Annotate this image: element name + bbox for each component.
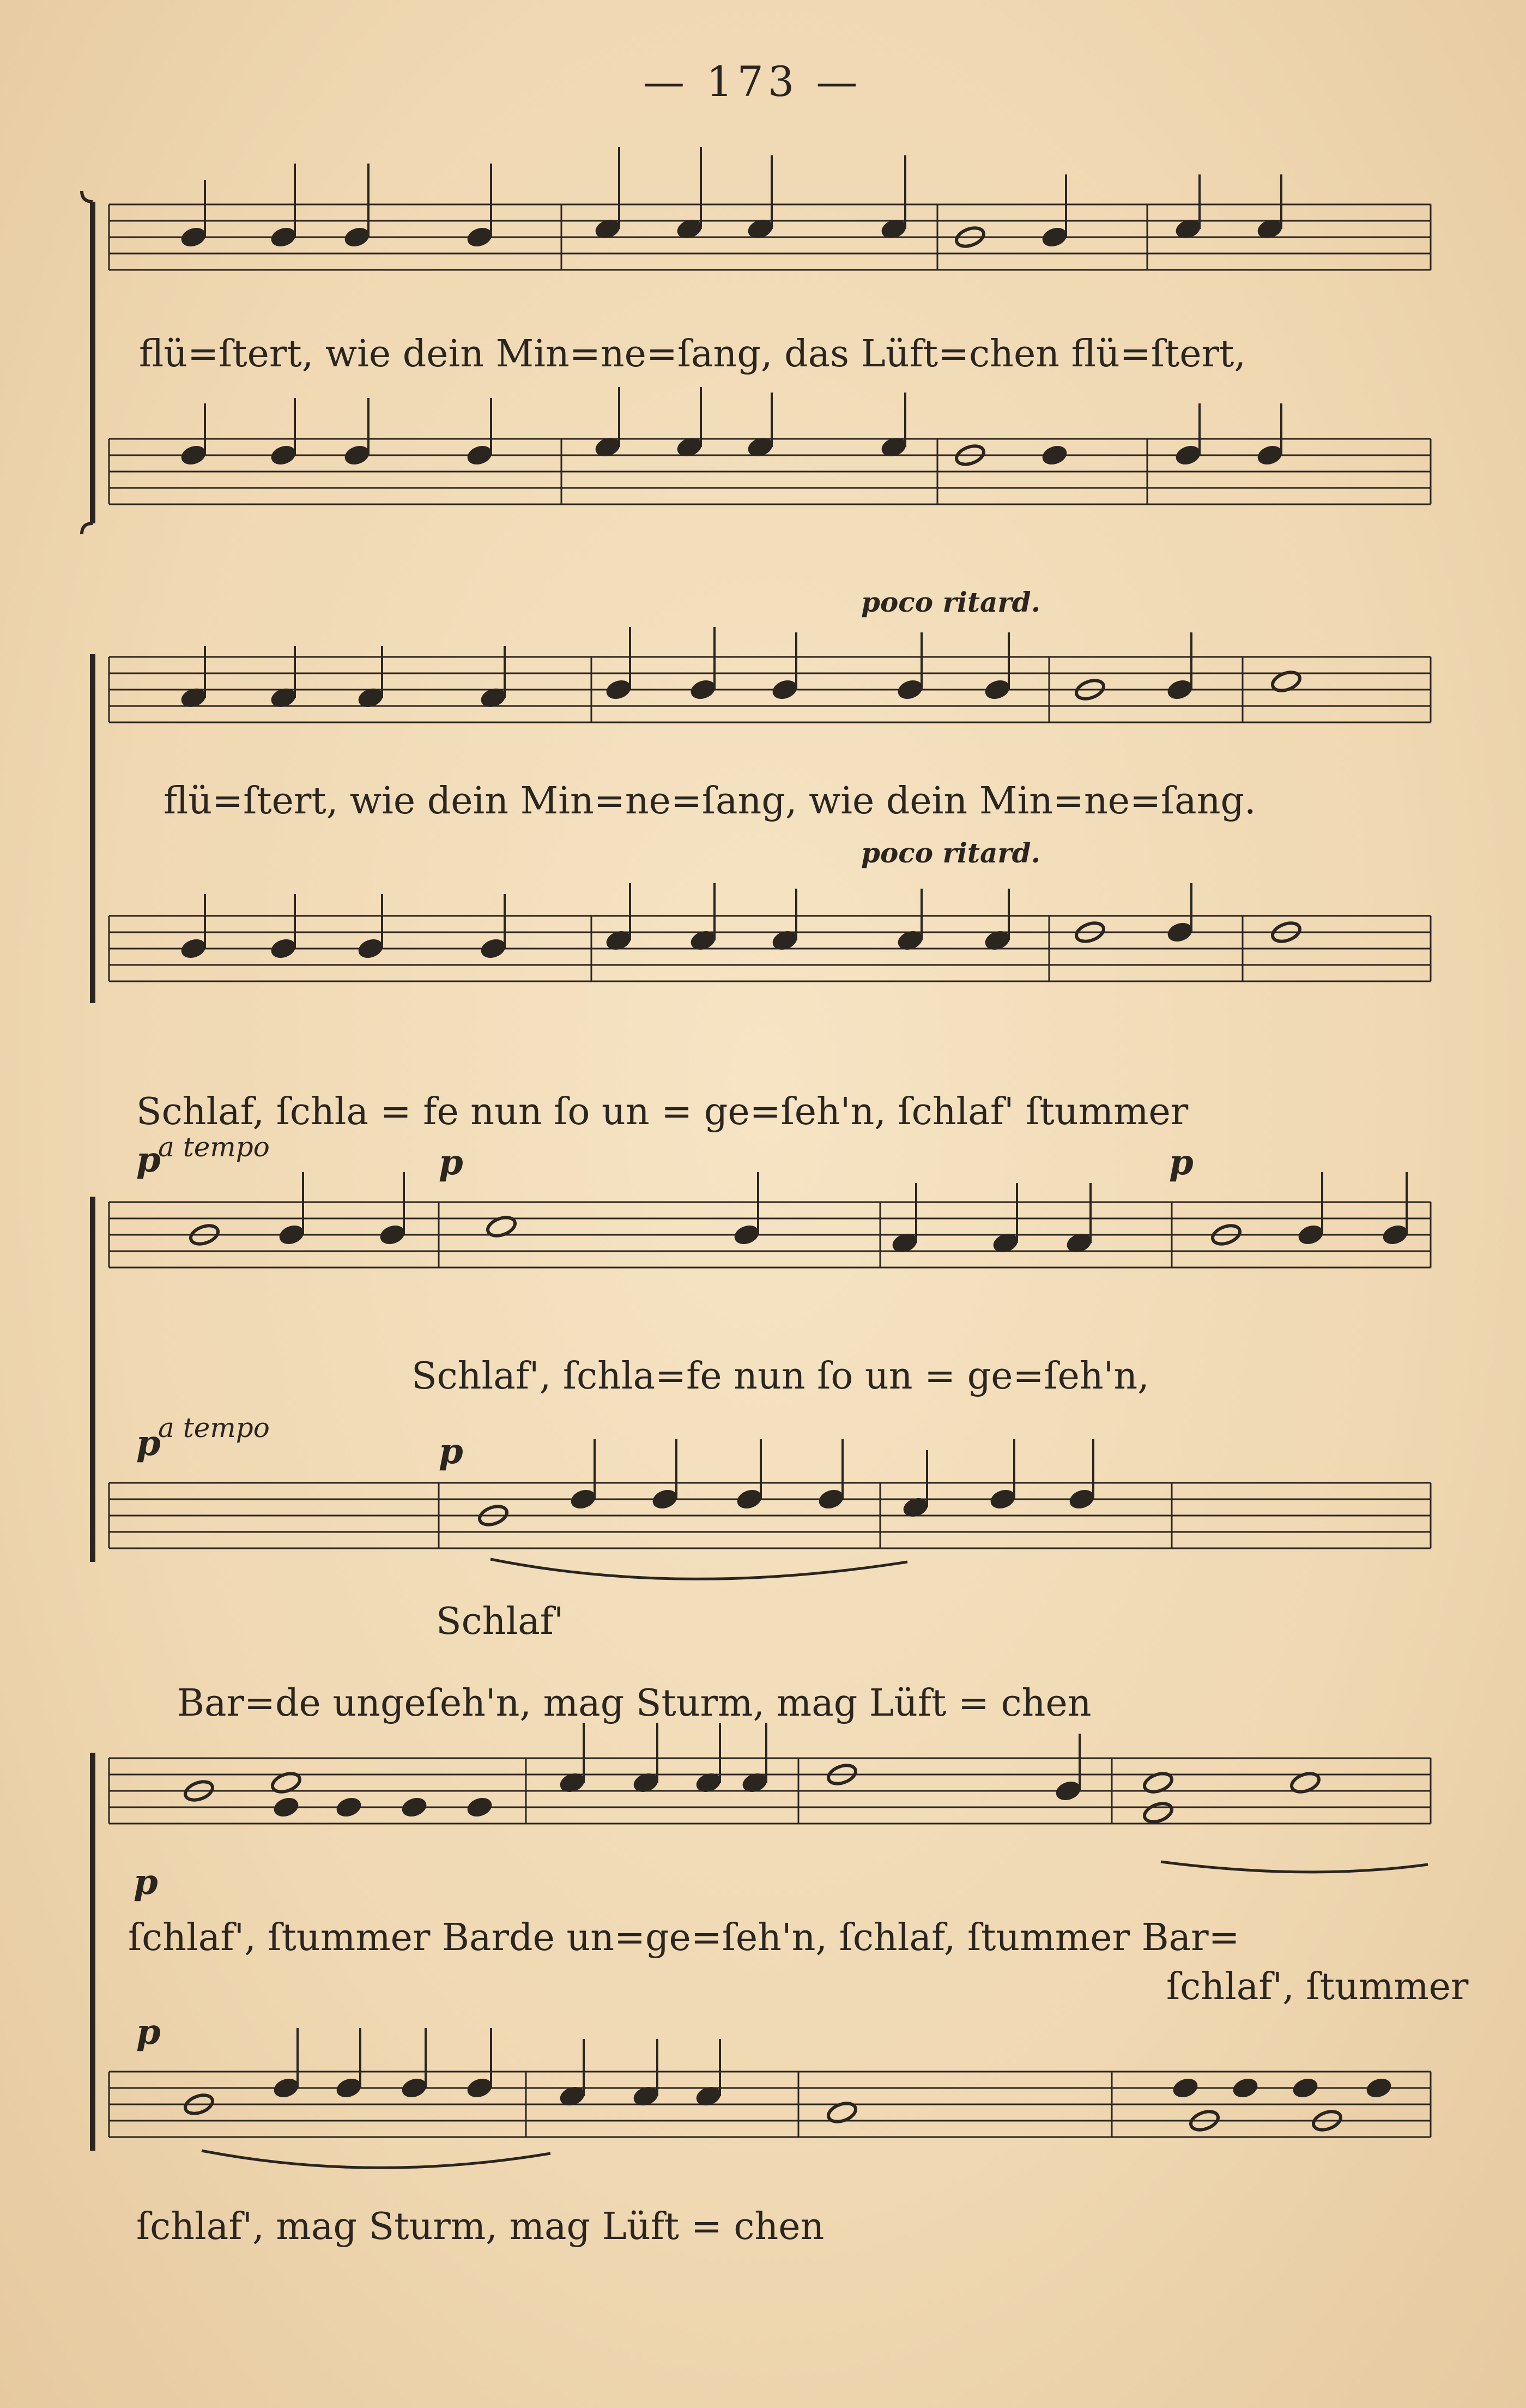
page-number: — 173 — [643, 57, 862, 106]
dynamic-p-upper-2: p [439, 1142, 463, 1183]
notes-system-4-lower [183, 2028, 1392, 2168]
lyrics-system-4-top: Bar=de ungeſeh'n, mag Sturm, mag Lüft = chen [177, 1682, 1092, 1725]
dynamic-p-upper-1: p [136, 1139, 161, 1180]
lyrics-system-4-bottom: ſchlaf', mag Sturm, mag Lüft = chen [136, 2205, 825, 2248]
marking-poco-ritard-upper: poco ritard. [861, 586, 1041, 618]
lyrics-system-4-middle: ſchlaf', ſtummer Barde un=ge=ſeh'n, ſchlaf, ſtummer Bar= [128, 1916, 1240, 1959]
dynamic-p-upper-3: p [1169, 1142, 1194, 1183]
lyrics-system-2-upper: flü=ſtert, wie dein Min=ne=ſang, wie dein Min=ne=ſang. [164, 780, 1256, 823]
marking-poco-ritard-lower: poco ritard. [861, 837, 1041, 869]
dynamic-p-lower-2: p [439, 1431, 463, 1472]
lyrics-system-3-top: Schlaf, ſchla = fe nun ſo un = ge=ſeh'n, ſchlaf' ſtummer [136, 1090, 1189, 1133]
notes-system-3-upper [188, 1172, 1408, 1254]
notes-system-4-upper [183, 1723, 1428, 1872]
tempo-a-tempo-lower: a tempo [158, 1412, 270, 1444]
dynamic-p-lower-4: p [136, 2012, 161, 2053]
system-3 [93, 1197, 1431, 1562]
notes-system-3-lower [477, 1439, 1095, 1579]
lyrics-system-1-upper: flü=ſtert, wie dein Min=ne=ſang, das Lüft=chen flü=ſtert, [139, 333, 1246, 376]
dynamic-p-upper-4: p [134, 1862, 158, 1903]
tempo-a-tempo-upper: a tempo [158, 1131, 270, 1163]
lyrics-system-3-middle: Schlaf', ſchla=fe nun ſo un = ge=ſeh'n, [411, 1355, 1149, 1398]
notes-system-1-upper [180, 147, 1283, 250]
lyrics-system-3-bottom: Schlaf' [436, 1600, 564, 1643]
dynamic-p-lower-1: p [136, 1423, 161, 1464]
notes-system-2-upper [180, 627, 1302, 709]
lyrics-system-4-middle-2: ſchlaf', ſtummer [1166, 1965, 1469, 2008]
